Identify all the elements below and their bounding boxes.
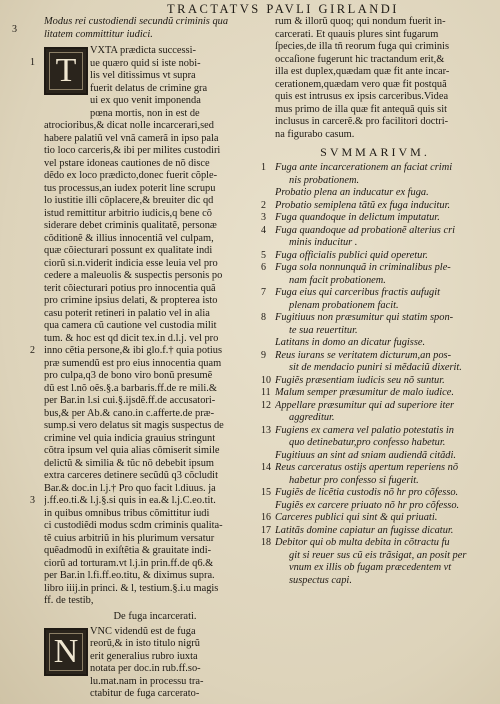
- summary-item: [275, 450, 475, 463]
- right-column: [261, 16, 475, 587]
- summary-item-text: nam facit probationem.: [289, 274, 386, 286]
- summary-item-number: 6: [261, 262, 266, 273]
- summary-item: [275, 337, 475, 350]
- summary-item: [261, 487, 475, 500]
- text-line: præ sumendũ est pro eius innocentia quam: [44, 357, 222, 369]
- text-line: bus,& per Ab.& cano.in c.afferte.de præ-: [44, 407, 215, 419]
- text-line: tẽ cuius arbitriũ in his plurimum versatur: [44, 532, 215, 544]
- text-line: carcerati. Et quauis plures sint fugarum: [275, 28, 439, 40]
- summary-item-text: Fugitiuus an sint ad sniam audiendã citãdi.: [275, 449, 456, 461]
- text-line: illa est duplex,quædam quæ fit ante incar-: [275, 66, 450, 77]
- summary-item-text: nis probationem.: [289, 174, 360, 186]
- text-line: tum. & hoc est qd dicit tex.in d.l.j. vel pro: [44, 332, 219, 344]
- text-line: occaſione fugerunt hic tractandum erit,&: [275, 53, 445, 65]
- text-line: per Bar.in l.fi.ff.eo.titu, & diximus supra.: [44, 570, 215, 581]
- summary-item: [261, 262, 475, 287]
- summary-item-text: habetur pro confesso si fugerit.: [289, 474, 419, 486]
- text-line: istud remittitur arbitrio iudicis,q bene cõ: [44, 207, 212, 219]
- summary-item: [261, 387, 475, 400]
- margin-number: 1: [30, 57, 35, 68]
- summary-item-number: 3: [261, 212, 266, 223]
- text-line: VNC videndũ est de fuga: [90, 625, 196, 637]
- text-line: cedere a maleuolis & suspectis personis po: [44, 270, 223, 281]
- summary-item-text: Latitãs domine capiatur an fugisse dicatur.: [275, 524, 454, 536]
- text-line: j.ff.eo.ti.& l.j.§.si quis in ea.& l.j.C.eo.tit.: [44, 495, 216, 506]
- summary-item-text: Fuga quandoque ad probationẽ alterius cri: [275, 224, 455, 236]
- text-line: fuerit delatus de crimine gra: [90, 82, 208, 94]
- summary-item-number: 7: [261, 287, 266, 298]
- text-line: cerationem,quædam vero quæ fit postquã: [275, 78, 447, 90]
- summary-item-number: 10: [261, 374, 271, 386]
- summary-item-text: Fuga ante incarcerationem an faciat crimi: [275, 162, 453, 173]
- summary-item-text: Malum semper præsumitur de malo iudice.: [275, 387, 454, 398]
- text-line: pro culpa,q3 de bono viro bonũ presumẽ: [44, 370, 213, 381]
- text-line: crimine vel quia indicia grauius stringunt: [44, 432, 216, 444]
- text-line: extra carceres detinere secũdũ q3 cõcludit: [44, 470, 218, 481]
- summary-item: [261, 287, 475, 312]
- summary-item: [261, 212, 475, 225]
- summary-item-text: Fuga sola nonnunquã in criminalibus ple-: [275, 262, 451, 273]
- text-line: dũ est l.nõ oẽs.§.a barbaris.ff.de re mili.&: [44, 382, 217, 394]
- text-line: inclusus in carcerẽ.& pro facilitori doctri-: [275, 116, 449, 127]
- summary-item: [261, 199, 475, 213]
- summary-item: [275, 500, 475, 513]
- margin-number: 2: [30, 345, 35, 356]
- text-line: quæ cõiecturari possunt ex qualitate indi: [44, 245, 213, 256]
- text-line: in quibus omnibus tribus cõmittitur iudi: [44, 507, 210, 519]
- text-line: ue quæro quid si iste nobi-: [90, 57, 201, 69]
- summary-item-number: 13: [261, 424, 271, 436]
- initial-capital-t: T: [44, 47, 88, 95]
- running-header: TRACTATVS PAVLI GIRLANDI: [167, 2, 399, 16]
- paragraph-1-lines: [44, 120, 266, 608]
- summary-item-text: Reus iurans se veritatem dicturum,an pos-: [275, 349, 452, 361]
- text-line: delictũ & similia & tũc nõ debebit ipsum: [44, 457, 214, 469]
- margin-note-number: 3: [12, 24, 17, 35]
- paragraph-2: [44, 626, 266, 701]
- summary-item-text: Fugiẽs de licẽtia custodis nõ hr pro cõfesso.: [275, 487, 459, 498]
- summary-item-text: aggreditur.: [289, 412, 335, 423]
- summary-item-text: quo detinebatur,pro confesso habetur.: [289, 437, 446, 448]
- margin-number: 3: [30, 495, 35, 506]
- summary-item-text: Carceres publici qui sint & qui priuati.: [275, 512, 438, 523]
- text-line: dẽdo ex loco prædicto,donec fuerit cõple-: [44, 170, 218, 181]
- summary-item-text: Latitans in domo an dicatur fugisse.: [275, 337, 426, 348]
- continued-text: [275, 16, 475, 141]
- summary-item-number: 15: [261, 487, 271, 498]
- summary-item-number: 16: [261, 512, 271, 523]
- summary-item-text: vnum ex illis ob fugam præcedentem vt: [289, 562, 452, 573]
- text-line: na figurabo casum.: [275, 128, 355, 140]
- summary-item-number: 5: [261, 249, 266, 261]
- summary-item: [261, 349, 475, 375]
- text-line: lu.mat.nam in processu tra-: [90, 675, 204, 687]
- summary-item-number: 11: [261, 387, 271, 398]
- text-line: quis est intrusus ex ipsis carceribus.Videa: [275, 91, 449, 102]
- summary-item-text: Fuga officialis publici quid operetur.: [275, 249, 428, 261]
- text-line: ciorũ si.n.viderit indicia esse leuia vel pro: [44, 257, 218, 269]
- summary-item: [261, 162, 475, 187]
- text-line: per Bar.in l.si cui.§.ijsdẽ.ff.de accusatori-: [44, 395, 216, 406]
- summary-item-text: Fugiẽs ex carcere priuato nõ hr pro cõfesso.: [275, 499, 460, 511]
- text-line: erit generalius rubro iuxta: [90, 650, 198, 662]
- text-line: ſpecies,de illa tñ reorum fuga qui criminis: [275, 41, 449, 52]
- text-line: atrocioribus,& dicat nolle incarcerari,sed: [44, 120, 214, 131]
- summary-item-text: Appellare præsumitur qui ad superiore iter: [275, 399, 455, 411]
- summary-item: [261, 537, 475, 587]
- text-line: ff. de testib,: [44, 595, 94, 606]
- summary-item-text: plenam probationem facit.: [289, 299, 399, 311]
- summary-item-number: 14: [261, 462, 271, 473]
- summary-item-text: Probatio semiplena tãtũ ex fuga inducitur.: [275, 199, 451, 211]
- text-line: cõtra ipsum vel quia alias cõmiserit simile: [44, 445, 220, 456]
- text-line: casu poterit retineri in palatio vel in alia: [44, 307, 210, 319]
- text-line: VXTA prædicta successi-: [90, 45, 196, 56]
- text-line: ui ex quo venit imponenda: [90, 95, 201, 106]
- paragraph-1: [30, 45, 266, 608]
- summary-item-number: 17: [261, 524, 271, 536]
- summary-item-text: Probatio plena an inducatur ex fuga.: [275, 187, 429, 198]
- summary-item: [261, 374, 475, 388]
- summary-item: [261, 524, 475, 538]
- summary-item-number: 9: [261, 349, 266, 361]
- summary-item-text: Debitor qui ob multa debita in cõtractu fu: [275, 537, 450, 548]
- text-line: litatem committitur iudici.: [44, 28, 153, 40]
- text-line: ci custodiẽdi modus scdm criminis qualita-: [44, 520, 223, 531]
- text-line: pœna mortis, non in est de: [90, 107, 200, 119]
- summary-item-number: 1: [261, 162, 266, 173]
- text-line: Bar.& doc.in l.j.† Pro quo facit l.diuus. ja: [44, 482, 216, 494]
- text-line: lo iustitie illi cõplacere,& breuiter dic qd: [44, 195, 214, 206]
- section-subheading: De fuga incarcerati.: [113, 610, 197, 622]
- summary-item-text: Reus carceratus ostijs apertum reperiens nõ: [275, 462, 459, 473]
- summary-item-text: Fuga quandoque in delictum imputatur.: [275, 212, 440, 223]
- summary-item-text: Fugiẽs præsentiam iudicis seu nõ suntur.: [275, 374, 445, 386]
- text-line: siderare debet criminis qualitatẽ, personæ: [44, 220, 217, 231]
- summary-item-number: 8: [261, 312, 266, 323]
- text-line: rum & illorũ quoq; qui nondum fuerit in-: [275, 16, 446, 27]
- summary-item-text: sit de mendacio puniri si mẽdaciũ dixerit.: [289, 362, 462, 373]
- summary-heading: SVMMARIVM.: [320, 145, 430, 159]
- text-line: tio loco carceris,& ibi per milites custodiri: [44, 145, 221, 156]
- text-line: ctabitur de fuga carcerato-: [90, 688, 200, 699]
- text-line: qua camera cũ cautione vel custodia milit: [44, 320, 217, 331]
- summary-item: [275, 187, 475, 200]
- summary-item-number: 4: [261, 224, 266, 236]
- summary-item-text: te sua reuertitur.: [289, 324, 358, 336]
- side-note: [44, 16, 266, 41]
- summary-item: [261, 312, 475, 337]
- summary-item-text: Fugitiuus non præsumitur qui statim spon-: [275, 312, 454, 323]
- text-line: ciorũ ad torturam.vt l.j.in prin.ff.de q6.&: [44, 557, 214, 569]
- summary-item: [261, 399, 475, 425]
- summary-item-number: 12: [261, 399, 271, 411]
- summary-item: [261, 512, 475, 525]
- summary-item: [261, 249, 475, 263]
- summary-list: [261, 162, 475, 587]
- text-line: quẽadmodũ in exiſtẽtia & grauitate indi-: [44, 545, 212, 556]
- text-line: inno cẽtia persone,& ibi glo.f.† quia potius: [44, 345, 223, 356]
- left-column: [12, 16, 266, 701]
- summary-item-number: 18: [261, 537, 271, 548]
- summary-item: [261, 224, 475, 250]
- text-line: reorũ,& in isto titulo nigrũ: [90, 638, 200, 649]
- text-line: terit cõiecturari potius pro innocentia quã: [44, 282, 216, 294]
- summary-item: [261, 424, 475, 450]
- text-line: sump.si vero delatus sit magis suspectus de: [44, 420, 224, 431]
- summary-item-text: Fugiens ex camera vel palatio potestatis in: [275, 424, 454, 436]
- summary-item-text: git si reuer sus cũ eis trãsigat, an posit per: [289, 549, 467, 561]
- summary-item-text: Fuga eius qui carceribus fractis aufugit: [275, 287, 440, 298]
- text-line: lis vel ditissimus vt supra: [90, 70, 196, 81]
- summary-item: [261, 462, 475, 487]
- text-line: Modus rei custodiendi secundũ criminis qua: [44, 16, 229, 27]
- text-line: tus processus,an iudex poterit line scrupu: [44, 182, 216, 194]
- text-line: pro crimine ipsius delati, & propterea isto: [44, 295, 218, 306]
- text-line: libro iiij.in princi. & l, testium.§.i.u magis: [44, 582, 219, 594]
- summary-item-text: minis inducitur .: [289, 237, 358, 248]
- text-line: cõditionẽ & illius innocentiã vel culpam,: [44, 232, 214, 244]
- text-line: vel pstare idoneas cautiones de nõ disce: [44, 157, 210, 169]
- text-line: mus primo de illa quæ fit antequã quis sit: [275, 103, 448, 115]
- text-line: habere palatiũ vel vnã camerã in ipso pala: [44, 132, 219, 144]
- summary-item-number: 2: [261, 199, 266, 211]
- summary-item-text: suspectus capi.: [289, 574, 352, 586]
- initial-capital-n: N: [44, 628, 88, 676]
- text-line: notata per doc.in rub.ff.so-: [90, 663, 201, 674]
